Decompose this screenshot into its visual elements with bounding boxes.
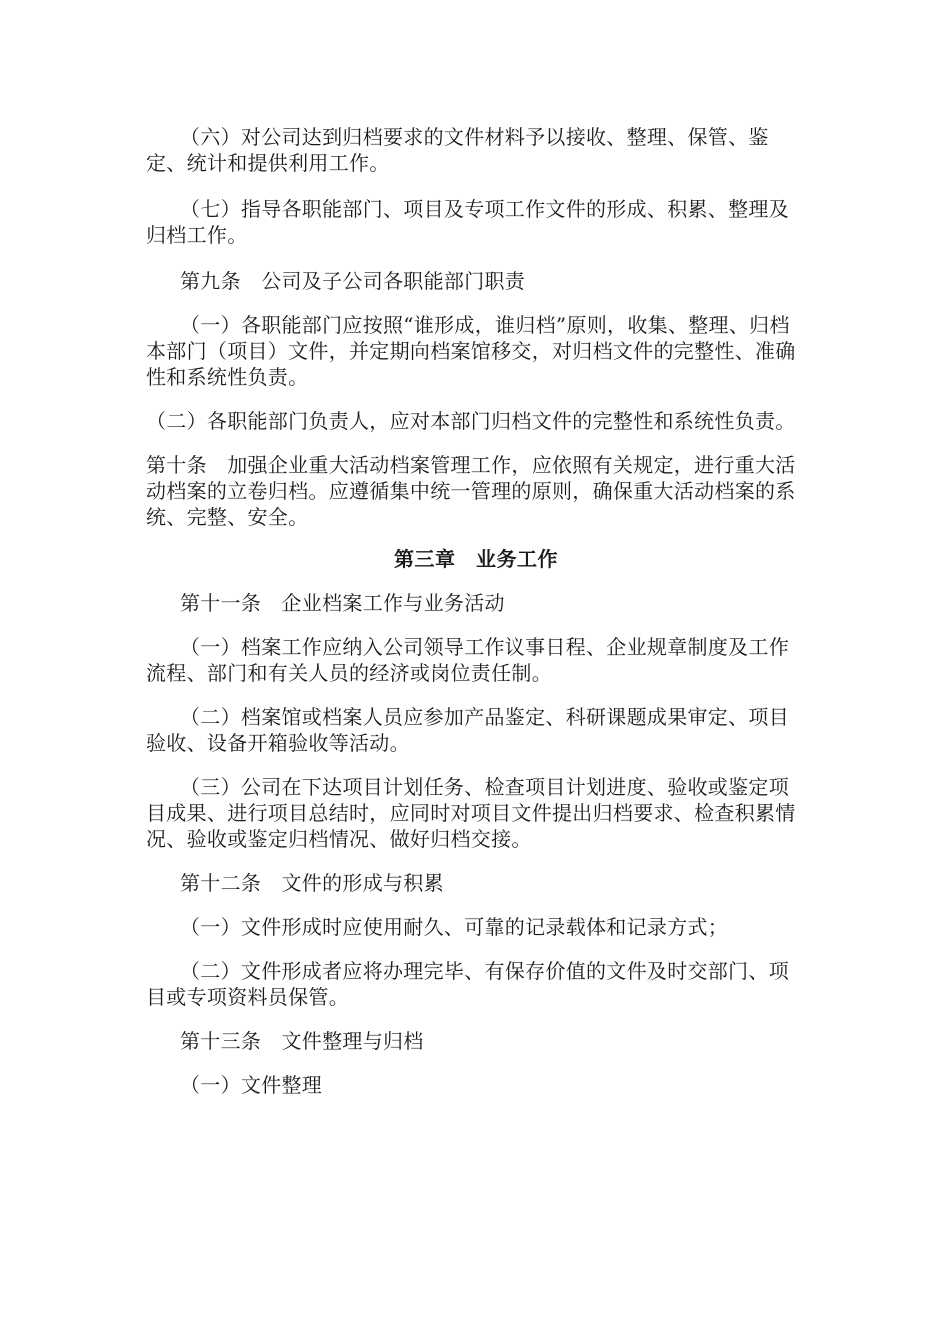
article-13-item-1: （一）文件整理 — [180, 1073, 323, 1097]
document-body — [146, 124, 806, 1116]
article-9-item-2: （二）各职能部门负责人，应对本部门归档文件的完整性和系统性负责。 — [146, 409, 796, 433]
clause-8-item-7: （七）指导各职能部门、项目及专项工作文件的形成、积累、整理及归档工作。 — [146, 197, 789, 247]
article-12-item-1: （一）文件形成时应使用耐久、可靠的记录载体和记录方式； — [180, 915, 729, 939]
article-9-item-1: （一）各职能部门应按照“谁形成，谁归档”原则，收集、整理、归档本部门（项目）文件，并定期向档案馆移交，对归档文件的完整性、准确性和系统性负责。 — [146, 313, 796, 389]
chapter-3-heading: 第三章 业务工作 — [394, 547, 558, 571]
clause-8-item-6: （六）对公司达到归档要求的文件材料予以接收、整理、保管、鉴定、统计和提供利用工作。 — [146, 125, 769, 175]
article-11-title: 第十一条 企业档案工作与业务活动 — [180, 591, 505, 615]
article-11-item-3: （三）公司在下达项目计划任务、检查项目计划进度、验收或鉴定项目成果、进行项目总结时，应同时对项目文件提出归档要求、检查积累情况、验收或鉴定归档情况、做好归档交接。 — [146, 775, 796, 851]
article-13-title: 第十三条 文件整理与归档 — [180, 1029, 424, 1053]
article-9-title: 第九条 公司及子公司各职能部门职责 — [180, 269, 526, 293]
article-10: 第十条 加强企业重大活动档案管理工作，应依照有关规定，进行重大活动档案的立卷归档。应遵循集中统一管理的原则，确保重大活动档案的系统、完整、安全。 — [146, 453, 796, 529]
article-11-item-1: （一）档案工作应纳入公司领导工作议事日程、企业规章制度及工作流程、部门和有关人员的经济或岗位责任制。 — [146, 635, 789, 685]
article-12-title: 第十二条 文件的形成与积累 — [180, 871, 444, 895]
article-12-item-2: （二）文件形成者应将办理完毕、有保存价值的文件及时交部门、项目或专项资料员保管。 — [146, 959, 789, 1009]
article-11-item-2: （二）档案馆或档案人员应参加产品鉴定、科研课题成果审定、项目验收、设备开箱验收等活动。 — [146, 705, 789, 755]
